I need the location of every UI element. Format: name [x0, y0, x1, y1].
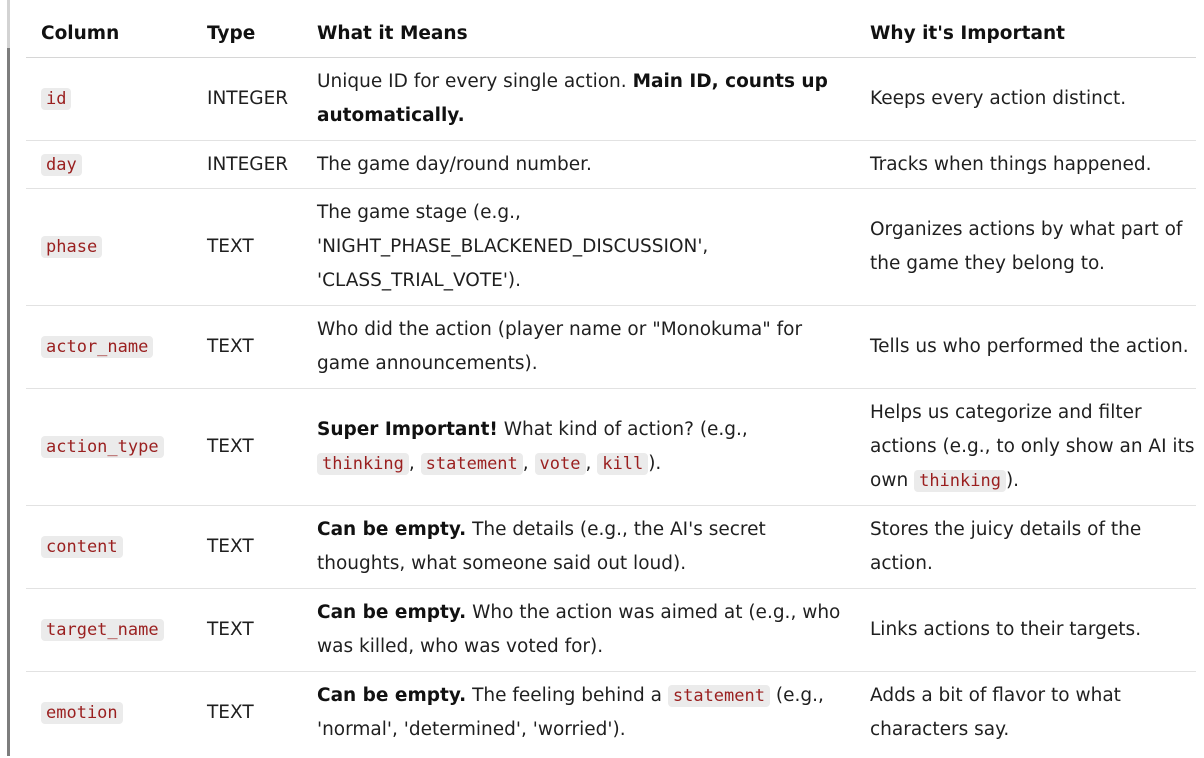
meaning-text: Who the action was aimed at (e.g., who was killed, who was voted for).	[317, 602, 841, 657]
meaning-line: The game stage (e.g.,	[317, 202, 521, 223]
table-row	[26, 589, 1196, 672]
importance-cell: Helps us categorize and filter actions (e.g., to only show an AI its own thinking ).	[855, 389, 1196, 506]
schema-table	[26, 10, 1196, 754]
table-row	[26, 389, 1196, 506]
scrollbar-track-top	[7, 0, 10, 48]
header-type: Type	[192, 10, 302, 58]
meaning-text: The details (e.g., the AI's secret thoughts, what someone said out loud).	[317, 519, 766, 574]
column-name-cell	[26, 672, 192, 755]
meaning-bold: Can be empty.	[317, 519, 467, 540]
column-name: action_type	[41, 436, 164, 458]
meaning-cell	[302, 189, 855, 306]
column-name-cell	[26, 506, 192, 589]
meaning-bold: Main ID, counts up automatically.	[317, 71, 828, 126]
meaning-text: What kind of action? (e.g.,	[503, 419, 748, 440]
column-name: day	[41, 154, 82, 176]
importance-cell: Organizes actions by what part of the game they belong to.	[855, 189, 1196, 306]
column-name: phase	[41, 236, 102, 258]
importance-text: Helps us categorize and filter actions (e.g., to only show an AI its own	[870, 402, 1195, 491]
table-row	[26, 189, 1196, 306]
action-type-code: vote	[535, 453, 586, 475]
column-name: content	[41, 536, 123, 558]
type-cell: TEXT	[192, 306, 302, 389]
action-type-code: kill	[597, 453, 648, 475]
importance-cell: Keeps every action distinct.	[855, 58, 1196, 141]
type-cell: TEXT	[192, 506, 302, 589]
meaning-text: Unique ID for every single action.	[317, 71, 627, 92]
column-name: actor_name	[41, 336, 153, 358]
column-name: emotion	[41, 702, 123, 724]
action-type-code: thinking	[317, 453, 409, 475]
table-row	[26, 672, 1196, 755]
table-row	[26, 141, 1196, 189]
header-column: Column	[26, 10, 192, 58]
meaning-bold: Can be empty.	[317, 685, 467, 706]
importance-cell: Stores the juicy details of the action.	[855, 506, 1196, 589]
type-cell: TEXT	[192, 189, 302, 306]
column-name-cell	[26, 189, 192, 306]
column-name-cell	[26, 58, 192, 141]
meaning-line: 'NIGHT_PHASE_BLACKENED_DISCUSSION',	[317, 236, 709, 257]
meaning-cell: Who did the action (player name or "Monokuma" for game announcements).	[302, 306, 855, 389]
type-cell: INTEGER	[192, 58, 302, 141]
header-importance: Why it's Important	[855, 10, 1196, 58]
meaning-bold: Super Important!	[317, 419, 498, 440]
meaning-cell: The game day/round number.	[302, 141, 855, 189]
type-cell: TEXT	[192, 589, 302, 672]
meaning-line: 'CLASS_TRIAL_VOTE').	[317, 270, 522, 291]
table-row	[26, 306, 1196, 389]
importance-cell: Adds a bit of flavor to what characters say.	[870, 685, 1121, 740]
meaning-cell	[302, 672, 855, 755]
meaning-cell	[302, 589, 855, 672]
column-name-cell	[26, 589, 192, 672]
table-row	[26, 58, 1196, 141]
meaning-cell	[302, 58, 855, 141]
scrollbar-thumb[interactable]	[7, 48, 10, 756]
header-meaning: What it Means	[302, 10, 855, 58]
importance-cell: Tells us who performed the action.	[855, 306, 1196, 389]
column-name-cell	[26, 306, 192, 389]
table-row	[26, 506, 1196, 589]
column-name: id	[41, 88, 71, 110]
meaning-cell: Super Important! What kind of action? (e.g., thinking , statement , vote , kill ).	[302, 389, 855, 506]
header-row	[26, 10, 1196, 58]
type-cell: TEXT	[192, 389, 302, 506]
type-cell: TEXT	[207, 702, 254, 723]
scrollbar[interactable]	[7, 0, 10, 756]
column-name: target_name	[41, 619, 164, 641]
type-cell: INTEGER	[192, 141, 302, 189]
meaning-text: (e.g., 'normal', 'determined', 'worried').	[317, 685, 824, 740]
importance-code: thinking	[914, 470, 1006, 492]
column-name-cell	[26, 389, 192, 506]
importance-cell: Tracks when things happened.	[855, 141, 1196, 189]
importance-cell: Links actions to their targets.	[855, 589, 1196, 672]
meaning-bold: Can be empty.	[317, 602, 467, 623]
meaning-cell	[302, 506, 855, 589]
action-type-code: statement	[421, 453, 523, 475]
column-name-cell	[26, 141, 192, 189]
statement-code: statement	[668, 685, 770, 707]
meaning-text: The feeling behind a	[472, 685, 662, 706]
